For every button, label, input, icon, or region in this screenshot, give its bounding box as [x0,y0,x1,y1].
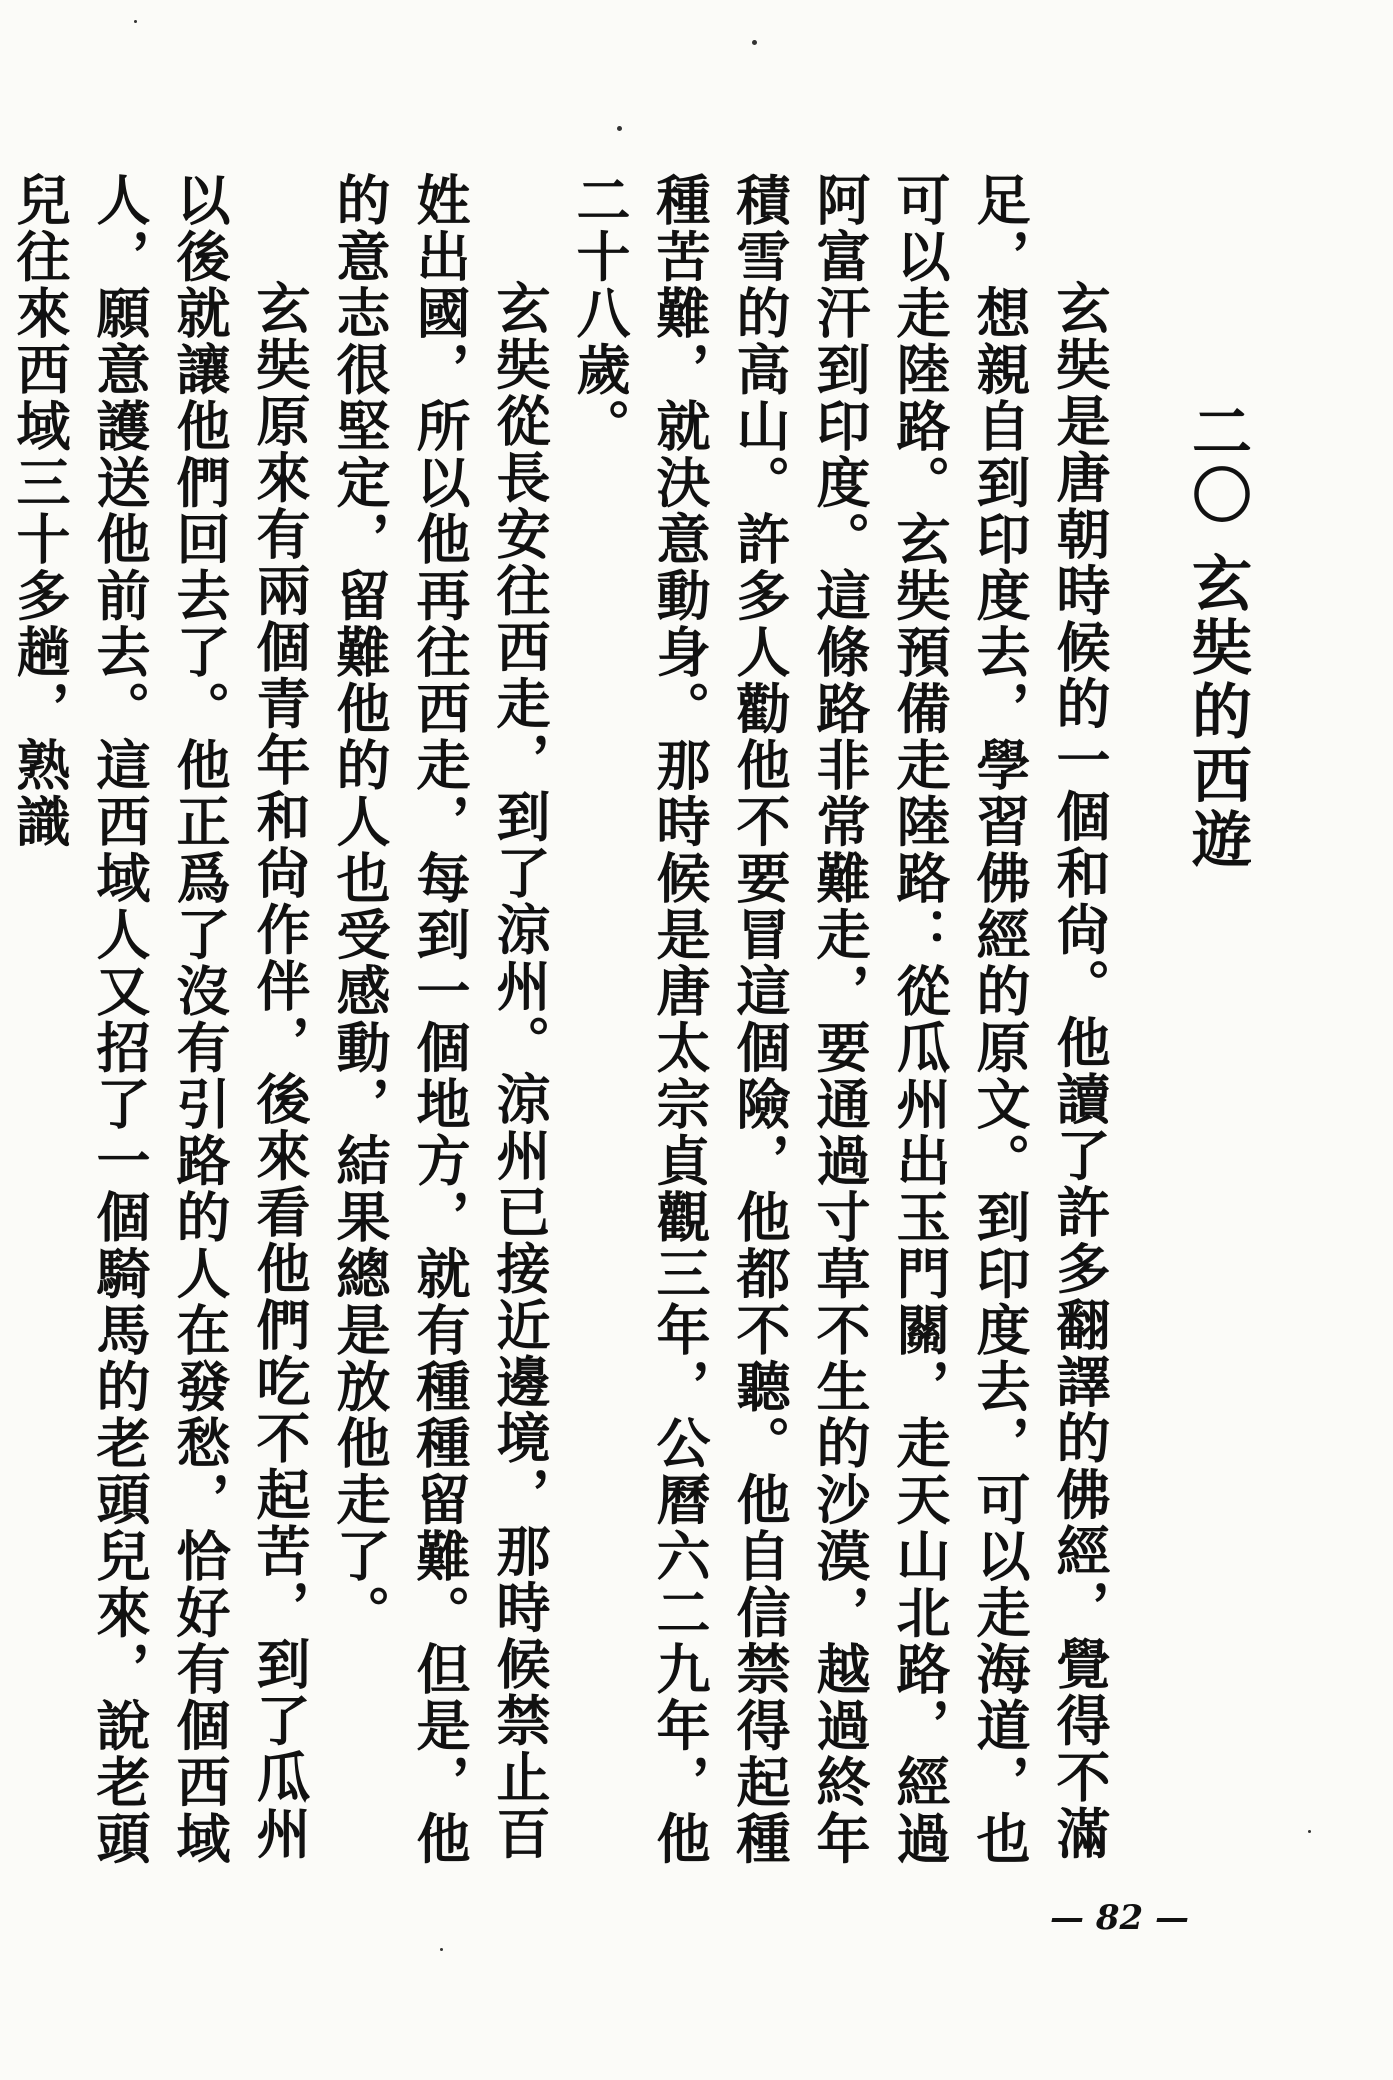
paragraph-2: 玄奘從長安往西走，到了涼州。涼州已接近邊境，那時候禁止百姓出國，所以他再往西走，每到一個地方，就有種種留難。但是，他的意志很堅定，留難他的人也受感動，結果總是放他走了。 [328,172,552,1867]
print-speck [440,1948,443,1951]
print-speck [617,126,622,131]
chapter-heading [1182,400,1252,872]
print-speck [1308,1830,1311,1833]
page-number: — 82 — [1050,1898,1189,1938]
print-speck [752,40,757,45]
paragraph-1: 玄奘是唐朝時候的一個和尙。他讀了許多翻譯的佛經，覺得不滿足，想親自到印度去，學習佛經的原文。到印度去，可以走海道，也可以走陸路。玄奘預備走陸路：從瓜州出玉門關，走天山北路，經過阿富汗到印度。這條路非常難走，要通過寸草不生的沙漠，越過終年積雪的高山。許多人勸他不要冒這個險，他都不聽。他自信禁得起種種苦難，就決意動身。那時候是唐太宗貞觀三年，公曆六二九年，他二十八歲。 [568,172,1112,1867]
chapter-number: 二〇 [1182,400,1252,528]
print-speck [134,20,137,23]
chapter-body [8,172,1120,1872]
paragraph-3: 玄奘原來有兩個青年和尙作伴，後來看他們吃不起苦，到了瓜州以後就讓他們回去了。他正爲了沒有引路的人在發愁，恰好有個西域人，願意護送他前去。這西域人又招了一個騎馬的老頭兒來，說老頭兒往來西域三十多趟，熟識 [8,172,312,1867]
chapter-title: 玄奘的西遊 [1182,552,1252,872]
